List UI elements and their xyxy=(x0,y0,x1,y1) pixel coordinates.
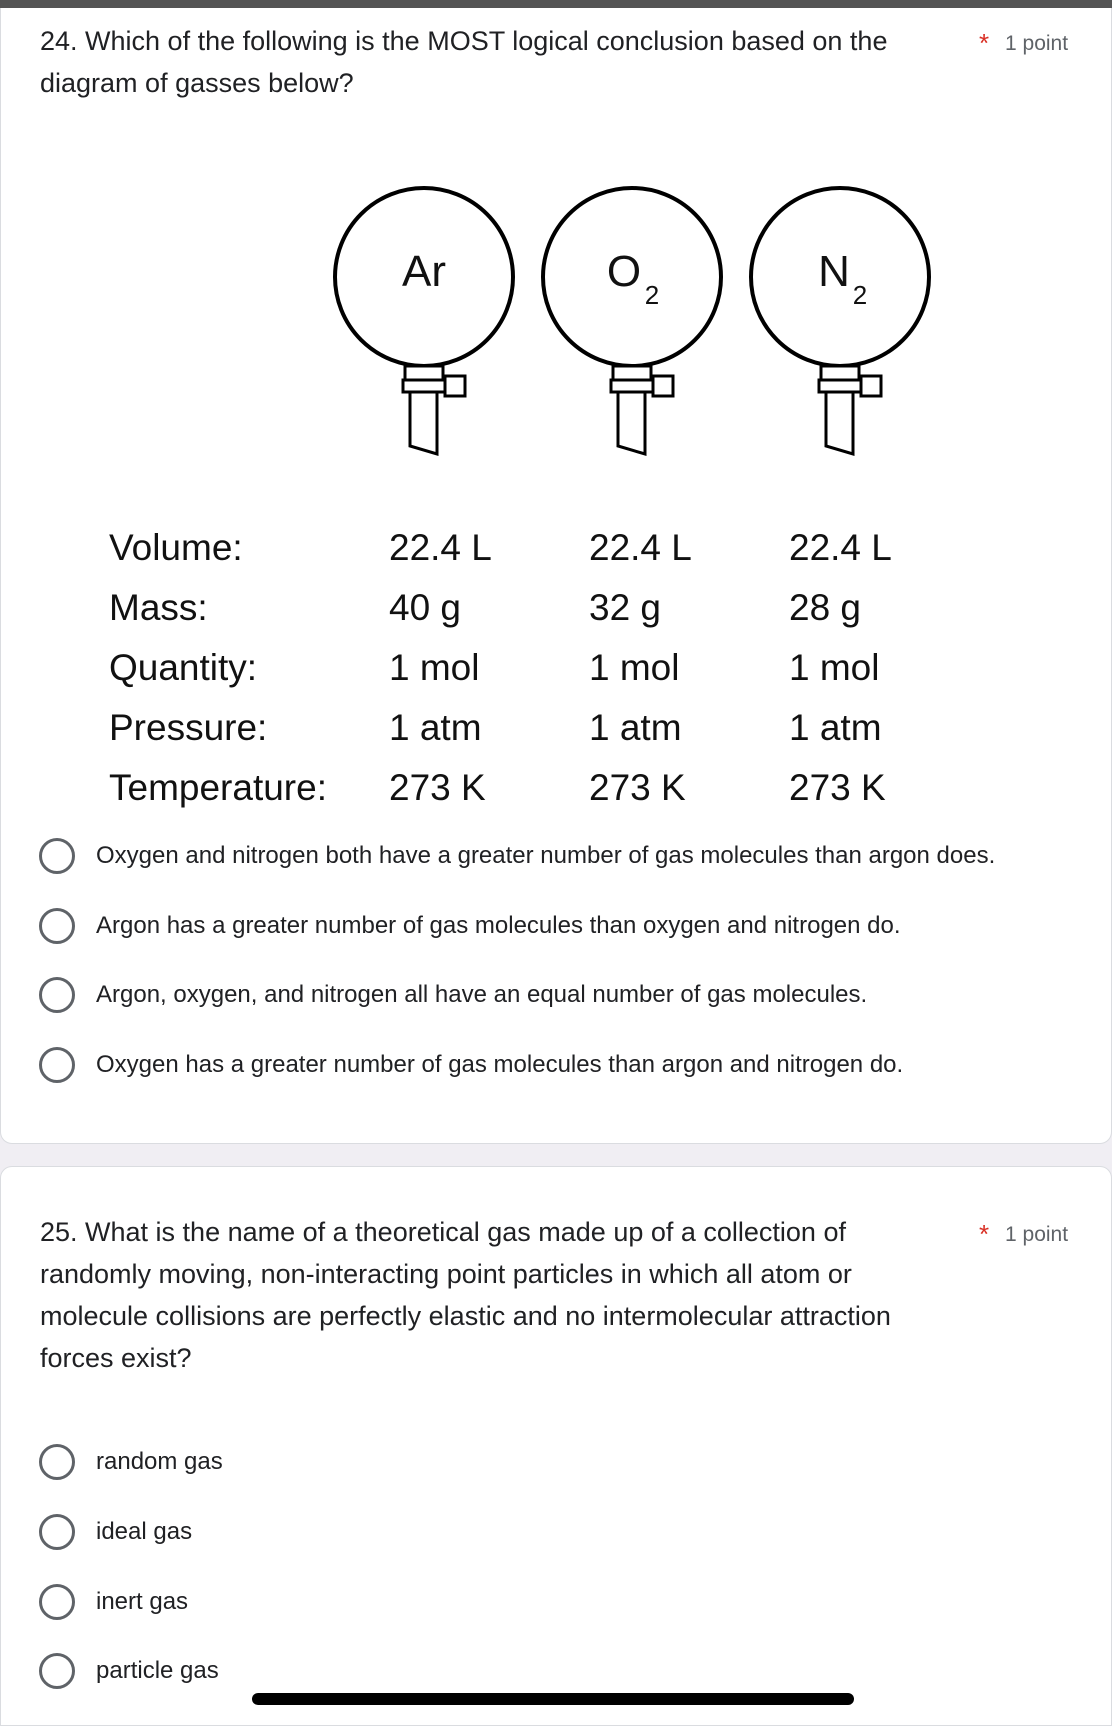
gas-flasks-diagram xyxy=(326,186,946,476)
radio-button[interactable] xyxy=(39,838,75,874)
cell-o2: 22.4 L xyxy=(589,527,692,568)
home-indicator[interactable] xyxy=(252,1693,854,1705)
row-label: Volume: xyxy=(109,527,243,568)
option-label: inert gas xyxy=(96,1588,189,1615)
question-card-25 xyxy=(0,1166,1112,1726)
option-24-b[interactable] xyxy=(39,904,901,948)
required-asterisk: * xyxy=(979,1219,990,1249)
option-label: ideal gas xyxy=(96,1518,193,1545)
option-24-d[interactable] xyxy=(39,1043,903,1087)
points-label: 1 point xyxy=(1005,1223,1069,1246)
cell-o2: 1 atm xyxy=(589,707,682,748)
flask-label-o: O xyxy=(606,247,642,296)
flask-nitrogen xyxy=(751,188,929,454)
cell-n2: 22.4 L xyxy=(789,527,892,568)
option-25-c[interactable] xyxy=(39,1580,188,1624)
row-label: Mass: xyxy=(109,587,208,628)
option-label: Argon, oxygen, and nitrogen all have an equal number of gas molecules. xyxy=(96,981,868,1008)
table-row-volume xyxy=(109,518,949,578)
table-row-pressure xyxy=(109,698,949,758)
cell-n2: 273 K xyxy=(789,767,886,808)
row-label: Pressure: xyxy=(109,707,268,748)
cell-n2: 1 atm xyxy=(789,707,882,748)
cell-ar: 273 K xyxy=(389,767,486,808)
option-24-a[interactable] xyxy=(39,834,995,878)
cell-o2: 273 K xyxy=(589,767,686,808)
cell-o2: 32 g xyxy=(589,587,662,628)
table-row-mass xyxy=(109,578,949,638)
radio-button[interactable] xyxy=(39,1584,75,1620)
radio-button[interactable] xyxy=(39,1047,75,1083)
flask-oxygen xyxy=(543,188,721,454)
top-bar xyxy=(0,0,1112,8)
flask-argon xyxy=(335,188,513,454)
option-25-a[interactable] xyxy=(39,1440,223,1484)
option-24-c[interactable] xyxy=(39,973,867,1017)
radio-button[interactable] xyxy=(39,1444,75,1480)
option-25-b[interactable] xyxy=(39,1510,192,1554)
flask-subscript-n2: 2 xyxy=(852,280,868,310)
points-label: 1 point xyxy=(1005,32,1069,55)
cell-ar: 40 g xyxy=(389,587,462,628)
row-label: Temperature: xyxy=(109,767,327,808)
flask-subscript-o2: 2 xyxy=(644,280,660,310)
table-row-quantity xyxy=(109,638,949,698)
option-label: particle gas xyxy=(96,1657,219,1684)
flask-label-n: N xyxy=(818,247,850,296)
cell-ar: 1 atm xyxy=(389,707,482,748)
question-title: 24. Which of the following is the MOST logical conclusion based on the diagram of gasses below? xyxy=(40,26,888,98)
flask-label-ar: Ar xyxy=(402,247,446,296)
question-title: 25. What is the name of a theoretical gas made up of a collection of randomly moving, non-interacting point particles in which all atom or molecule collisions are perfectly elastic and no intermolecular attraction forces exist? xyxy=(40,1217,891,1373)
radio-button[interactable] xyxy=(39,1514,75,1550)
option-label: Oxygen has a greater number of gas molecules than argon and nitrogen do. xyxy=(96,1051,904,1078)
radio-button[interactable] xyxy=(39,1653,75,1689)
option-25-d[interactable] xyxy=(39,1649,219,1693)
question-card-24 xyxy=(0,8,1112,1144)
required-asterisk: * xyxy=(979,28,990,58)
cell-n2: 1 mol xyxy=(789,647,880,688)
option-label: Oxygen and nitrogen both have a greater number of gas molecules than argon does. xyxy=(96,842,996,869)
cell-o2: 1 mol xyxy=(589,647,680,688)
cell-ar: 1 mol xyxy=(389,647,480,688)
radio-button[interactable] xyxy=(39,908,75,944)
option-label: random gas xyxy=(96,1448,223,1475)
option-label: Argon has a greater number of gas molecules than oxygen and nitrogen do. xyxy=(96,912,901,939)
gas-properties-table xyxy=(109,518,949,818)
cell-ar: 22.4 L xyxy=(389,527,492,568)
table-row-temperature xyxy=(109,758,949,818)
row-label: Quantity: xyxy=(109,647,258,688)
radio-button[interactable] xyxy=(39,977,75,1013)
cell-n2: 28 g xyxy=(789,587,862,628)
